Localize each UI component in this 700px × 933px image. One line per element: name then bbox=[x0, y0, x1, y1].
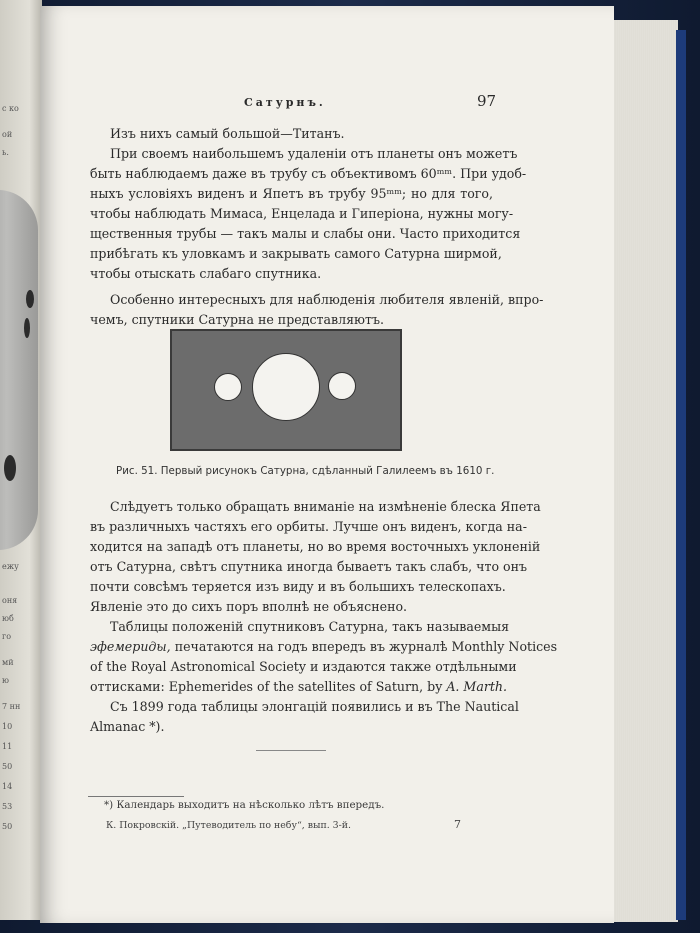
text-line: Особенно интересныхъ для наблюденія любителя явленій, впро- bbox=[110, 292, 544, 307]
text-line: ныхъ условіяхъ виденъ и Япетъ въ трубу 95ᵐᵐ; но для того, bbox=[90, 186, 493, 201]
figure-left-disk bbox=[214, 373, 242, 401]
left-page-fragment: ой bbox=[2, 130, 13, 139]
text-line: Изъ нихъ самый большой—Титанъ. bbox=[110, 126, 345, 141]
text-line: При своемъ наибольшемъ удаленіи отъ планеты онъ можетъ bbox=[110, 146, 518, 161]
text-line: чтобы наблюдать Мимаса, Енцелада и Гиперіона, нужны могу- bbox=[90, 206, 514, 221]
text-line: Almanac *). bbox=[90, 719, 165, 734]
text-line: прибѣгать къ уловкамъ и закрывать самого Сатурна ширмой, bbox=[90, 246, 502, 261]
left-page-fragment: юб bbox=[2, 614, 14, 623]
footnote-rule bbox=[88, 796, 184, 797]
page-number: 97 bbox=[477, 92, 497, 110]
italic-author: A. Marth. bbox=[446, 679, 508, 694]
text-span: оттисками: Ephemerides of the satellites of Saturn, by bbox=[90, 679, 447, 694]
book-page bbox=[40, 6, 614, 923]
text-line: чтобы отыскать слабаго спутника. bbox=[90, 266, 322, 281]
left-page-fragment: 14 bbox=[2, 782, 13, 791]
left-page-fragment: оня bbox=[2, 596, 18, 605]
text-line: Явленіе это до сихъ поръ вполнѣ не объяснено. bbox=[90, 599, 408, 614]
footnote: *) Календарь выходитъ на нѣсколько лѣтъ впередъ. bbox=[104, 799, 385, 811]
body-text-upper bbox=[90, 124, 544, 330]
text-span: печатаются на годъ впередъ въ журналѣ Monthly Notices bbox=[170, 639, 558, 654]
running-title: Сатурнъ. bbox=[244, 96, 326, 109]
left-page-fragment: 50 bbox=[2, 822, 13, 831]
left-page-fragment: ю bbox=[2, 676, 9, 685]
italic-term: эфемериды, bbox=[90, 639, 171, 654]
left-page-fragment: ежу bbox=[2, 562, 19, 571]
text-line: отъ Сатурна, свѣтъ спутника иногда бываетъ такъ слабъ, что онъ bbox=[90, 559, 528, 574]
text-line: быть наблюдаемъ даже въ трубу съ объективомъ 60ᵐᵐ. При удоб- bbox=[90, 166, 527, 181]
book-cover-edge bbox=[676, 30, 686, 920]
left-page-fragment: го bbox=[2, 632, 12, 641]
figure-right-disk bbox=[328, 372, 356, 400]
figure-central-disk bbox=[252, 353, 320, 421]
left-page-fragment: с ко bbox=[2, 104, 19, 113]
figure-saturn-galileo bbox=[170, 329, 402, 451]
left-page-fragment: 11 bbox=[2, 742, 13, 751]
book-block-edge bbox=[612, 20, 678, 922]
figure-caption: Рис. 51. Первый рисунокъ Сатурна, сдѣланный Галилеемъ въ 1610 г. bbox=[116, 465, 495, 477]
left-page-fragment: 50 bbox=[2, 762, 13, 771]
text-line: ходится на западѣ отъ планеты, но во время восточныхъ уклоненій bbox=[90, 539, 541, 554]
left-page-fragment: 7 нн bbox=[2, 702, 21, 711]
text-line: Слѣдуетъ только обращать вниманіе на измѣненіе блеска Япета bbox=[110, 499, 541, 514]
left-page-figure bbox=[0, 190, 38, 550]
left-page-fragment: 10 bbox=[2, 722, 13, 731]
text-line: чемъ, спутники Сатурна не представляютъ. bbox=[90, 312, 384, 327]
text-line bbox=[90, 637, 558, 657]
signature-mark: 7 bbox=[454, 818, 461, 831]
running-head bbox=[40, 92, 614, 116]
left-page-fragment: 53 bbox=[2, 802, 13, 811]
text-line: въ различныхъ частяхъ его орбиты. Лучше онъ виденъ, когда на- bbox=[90, 519, 527, 534]
footer-publication: К. Покровскій. „Путеводитель по небу“, вып. 3-й. bbox=[106, 820, 352, 831]
section-separator bbox=[256, 750, 326, 751]
left-figure-spot bbox=[26, 290, 34, 308]
text-line: of the Royal Astronomical Society и издаются также отдѣльными bbox=[90, 659, 517, 674]
left-page-edge bbox=[0, 0, 42, 920]
body-text-lower bbox=[90, 497, 558, 737]
left-page-fragment: мй bbox=[2, 658, 14, 667]
text-line: щественныя трубы — такъ малы и слабы они. Часто приходится bbox=[90, 226, 521, 241]
text-line bbox=[90, 677, 508, 697]
text-line: Таблицы положеній спутниковъ Сатурна, такъ называемыя bbox=[110, 619, 510, 634]
text-line: почти совсѣмъ теряется изъ виду и въ большихъ телескопахъ. bbox=[90, 579, 506, 594]
text-line: Съ 1899 года таблицы элонгацій появились и въ The Nautical bbox=[110, 699, 519, 714]
left-figure-spot bbox=[24, 318, 30, 338]
left-page-fragment: ь. bbox=[2, 148, 9, 157]
left-figure-spot bbox=[4, 455, 16, 481]
